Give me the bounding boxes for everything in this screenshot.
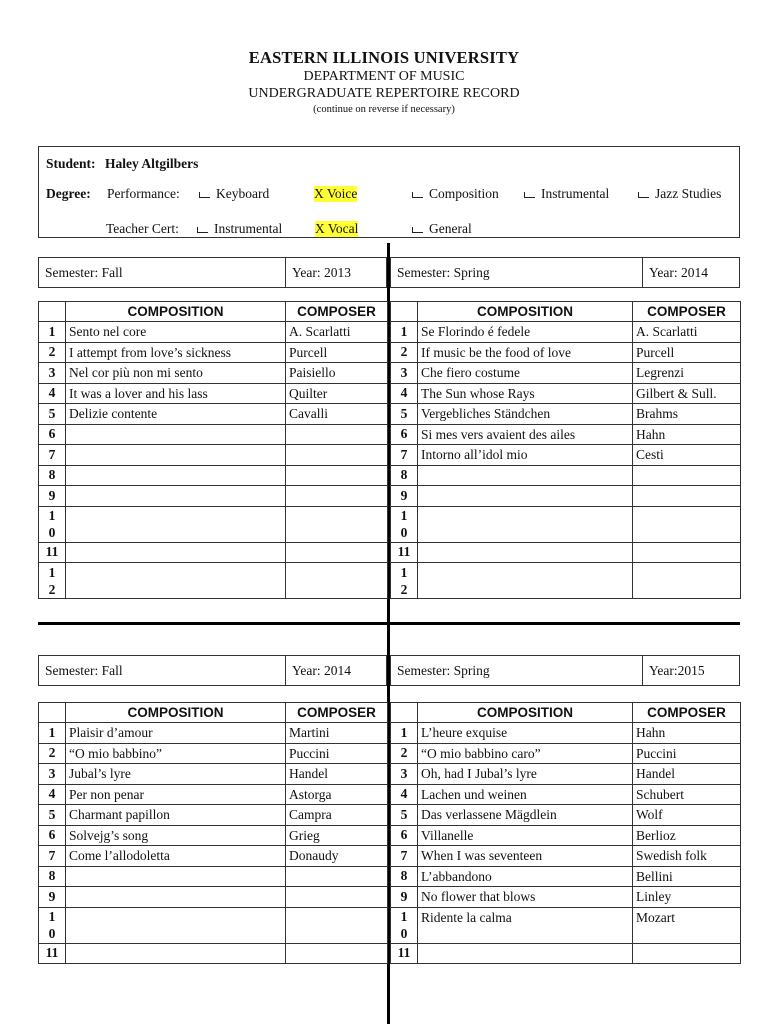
composition-cell [66,887,286,908]
composer-cell: Paisiello [286,363,388,384]
table-row [391,383,741,404]
composer-cell [286,486,388,507]
option-tc-vocal[interactable]: X Vocal [315,221,359,236]
row-number-cell [39,846,66,867]
composition-header: COMPOSITION [418,302,633,322]
composer-cell: Cesti [633,445,741,466]
composition-cell: Lachen und weinen [418,784,633,805]
composer-cell [286,542,388,563]
composition-cell: If music be the food of love [418,342,633,363]
composition-cell: Per non penar [66,784,286,805]
composer-cell: Grieg [286,825,388,846]
semester-bar-fall-2014 [38,655,387,686]
composition-cell: I attempt from love’s sickness [66,342,286,363]
row-number: 11 [45,544,59,560]
row-number-cont: 0 [48,525,56,540]
table-row [39,424,388,445]
option-instrumental[interactable] [524,186,609,202]
table-row [391,825,741,846]
composition-cell: L’heure exquise [418,723,633,744]
table-row [391,363,741,384]
composition-cell: Che fiero costume [418,363,633,384]
row-number: 9 [48,487,56,503]
composition-cell: “O mio babbino” [66,743,286,764]
row-number: 1 [400,323,408,339]
row-number-cell [39,542,66,563]
table-row [39,743,388,764]
composer-cell: Mozart [633,907,741,943]
table-row [39,887,388,908]
row-number-cell [391,723,418,744]
row-number: 1 [48,323,56,339]
composer-cell: Puccini [633,743,741,764]
table-row [39,542,388,563]
composer-cell: Quilter [286,383,388,404]
composition-cell [66,563,286,599]
row-number-cell [391,342,418,363]
row-number-cell [391,486,418,507]
composition-cell: No flower that blows [418,887,633,908]
year-label: Year: 2014 [292,663,352,678]
option-voice[interactable]: X Voice [314,186,358,201]
composition-cell: Nel cor più non mi sento [66,363,286,384]
composition-cell: Solvejg’s song [66,825,286,846]
table-row [39,846,388,867]
degree-label: Degree: [46,186,91,201]
composition-cell: Si mes vers avaient des ailes [418,424,633,445]
row-number: 8 [48,467,56,483]
row-number-cell [39,424,66,445]
composer-cell: Campra [286,805,388,826]
table-row [39,465,388,486]
composition-cell: Plaisir d’amour [66,723,286,744]
composer-cell: Gilbert & Sull. [633,383,741,404]
table-row [39,907,388,943]
table-row [391,866,741,887]
table-header-row [39,302,388,322]
composer-cell [633,563,741,599]
row-number-cell [39,743,66,764]
table-row [39,943,388,964]
row-number: 7 [48,446,56,462]
row-number: 5 [400,806,408,822]
row-number: 9 [400,888,408,904]
composer-cell [633,943,741,964]
table-row [39,805,388,826]
composition-cell: Come l’allodoletta [66,846,286,867]
row-number: 8 [48,868,56,884]
composition-cell: L’abbandono [418,866,633,887]
composer-cell: Hahn [633,424,741,445]
table-row [391,784,741,805]
composition-cell: Vergebliches Ständchen [418,404,633,425]
row-number: 1 [48,909,56,924]
table-row [391,723,741,744]
row-number: 9 [400,487,408,503]
row-number-cont: 0 [400,926,408,941]
composition-cell [66,465,286,486]
table-row [391,563,741,599]
option-tc-instrumental[interactable] [197,221,282,237]
composition-header: COMPOSITION [66,302,286,322]
row-number-cell [391,542,418,563]
row-number: 1 [48,724,56,740]
row-number: 1 [48,564,56,580]
composition-cell: When I was seventeen [418,846,633,867]
row-number: 1 [400,564,408,580]
table-row [39,486,388,507]
row-number-cell [39,465,66,486]
repertoire-table-spring-2014 [390,301,741,599]
semester-label: Semester: Fall [45,265,123,280]
teacher-cert-label: Teacher Cert: [106,221,179,236]
semester-bar-spring-2015 [390,655,740,686]
table-row [391,342,741,363]
row-number: 4 [48,786,56,802]
composer-cell [286,866,388,887]
composition-cell: Oh, had I Jubal’s lyre [418,764,633,785]
composer-cell: Schubert [633,784,741,805]
row-number: 3 [400,765,408,781]
row-number-cell [391,563,418,599]
student-label: Student: [46,156,96,171]
table-row [391,743,741,764]
row-number: 6 [48,827,56,843]
composition-cell: “O mio babbino caro” [418,743,633,764]
composer-cell: A. Scarlatti [286,322,388,343]
composer-cell: Martini [286,723,388,744]
table-row [391,805,741,826]
checkbox-icon [199,192,210,198]
table-row [391,764,741,785]
composer-cell: Cavalli [286,404,388,425]
row-number-cell [391,907,418,943]
table-row [391,322,741,343]
row-number-cell [391,887,418,908]
composer-cell [286,445,388,466]
semester-label: Semester: Fall [45,663,123,678]
composer-cell [286,887,388,908]
row-number: 7 [400,446,408,462]
row-number-cell [39,342,66,363]
composition-cell [66,486,286,507]
row-number: 9 [48,888,56,904]
table-row [39,506,388,542]
row-number-cont: 2 [48,581,56,597]
row-number-cell [39,825,66,846]
table-header-row [39,703,388,723]
composition-cell [66,542,286,563]
table-row [391,907,741,943]
composer-cell [286,943,388,964]
row-number: 11 [397,945,411,961]
table-row [39,322,388,343]
row-number: 1 [400,508,408,523]
composition-cell: Sento nel core [66,322,286,343]
option-tc-instrumental-label: Instrumental [214,221,283,236]
semester-label: Semester: Spring [397,265,490,280]
composition-cell [418,506,633,542]
row-number: 5 [400,405,408,421]
row-number-cell [39,486,66,507]
checkbox-icon [412,227,423,233]
row-number-cell [39,764,66,785]
composer-header: COMPOSER [633,703,741,723]
department-title: DEPARTMENT OF MUSIC [303,69,465,84]
composer-cell: Puccini [286,743,388,764]
row-number: 6 [400,426,408,442]
semester-bar-fall-2013 [38,257,387,288]
composition-cell [418,486,633,507]
row-number-cell [39,322,66,343]
row-number-cell [39,506,66,542]
composer-cell: Swedish folk [633,846,741,867]
row-number: 1 [400,724,408,740]
table-row [391,424,741,445]
row-number-cell [39,445,66,466]
university-title: EASTERN ILLINOIS UNIVERSITY [248,48,520,67]
composition-cell [418,563,633,599]
composition-cell: The Sun whose Rays [418,383,633,404]
row-number: 2 [48,344,56,360]
table-row [391,506,741,542]
row-number-cell [39,943,66,964]
composer-cell [633,506,741,542]
row-number: 5 [48,405,56,421]
composition-cell: Jubal’s lyre [66,764,286,785]
row-number-cell [391,404,418,425]
checkbox-icon [412,192,423,198]
row-number-cell [391,825,418,846]
composer-cell [633,486,741,507]
composition-cell [66,907,286,943]
num-header [39,703,66,723]
repertoire-table-spring-2015 [390,702,741,964]
table-row [39,445,388,466]
composition-cell [66,445,286,466]
table-header-row [391,302,741,322]
num-header [39,302,66,322]
composer-cell: Legrenzi [633,363,741,384]
composition-cell: Delizie contente [66,404,286,425]
row-number-cell [391,784,418,805]
option-composition-label: Composition [429,186,499,201]
row-number: 8 [400,467,408,483]
row-number-cell [39,887,66,908]
table-row [39,825,388,846]
row-number-cell [391,866,418,887]
checkbox-icon [638,192,649,198]
option-instrumental-label: Instrumental [541,186,610,201]
row-number-cell [39,907,66,943]
table-row [391,846,741,867]
row-number-cell [391,322,418,343]
composer-cell [633,542,741,563]
composer-header: COMPOSER [286,302,388,322]
composition-cell: Das verlassene Mägdlein [418,805,633,826]
row-number-cell [391,383,418,404]
student-info-box [38,146,740,238]
composer-cell: Astorga [286,784,388,805]
option-keyboard[interactable] [199,186,269,202]
table-row [391,445,741,466]
row-number: 6 [400,827,408,843]
row-number-cell [39,866,66,887]
performance-label: Performance: [107,186,180,201]
composer-cell: Purcell [286,342,388,363]
composer-cell [286,465,388,486]
option-keyboard-label: Keyboard [216,186,270,201]
semester-label: Semester: Spring [397,663,490,678]
composition-cell: Charmant papillon [66,805,286,826]
composer-cell: Brahms [633,404,741,425]
row-number-cell [39,805,66,826]
table-row [391,404,741,425]
composer-cell [286,506,388,542]
composer-cell: Donaudy [286,846,388,867]
table-row [39,784,388,805]
row-number-cell [39,784,66,805]
table-row [39,723,388,744]
row-number: 2 [400,344,408,360]
table-row [39,866,388,887]
row-number: 8 [400,868,408,884]
mid-page-divider [38,622,740,625]
row-number: 4 [400,786,408,802]
form-title: UNDERGRADUATE REPERTOIRE RECORD [248,86,520,101]
composer-cell [633,465,741,486]
composition-cell: Ridente la calma [418,907,633,943]
row-number-cell [391,846,418,867]
row-number-cont: 0 [48,926,56,941]
composition-cell [66,424,286,445]
table-row [39,383,388,404]
table-header-row [391,703,741,723]
checkbox-icon [197,227,208,233]
option-composition[interactable] [412,186,499,202]
row-number: 2 [48,745,56,761]
row-number: 3 [400,364,408,380]
composer-cell: Purcell [633,342,741,363]
table-row [391,465,741,486]
composition-header: COMPOSITION [418,703,633,723]
row-number-cont: 2 [400,581,408,597]
row-number-cell [39,383,66,404]
semester-bar-spring-2014 [390,257,740,288]
num-header [391,302,418,322]
num-header [391,703,418,723]
table-row [391,943,741,964]
row-number-cell [391,445,418,466]
form-note: (continue on reverse if necessary) [313,104,455,115]
year-label: Year:2015 [649,663,705,678]
row-number-cell [391,506,418,542]
checkbox-icon [524,192,535,198]
table-row [39,363,388,384]
composition-cell [418,542,633,563]
row-number-cell [391,943,418,964]
composition-cell [418,943,633,964]
composition-cell: It was a lover and his lass [66,383,286,404]
row-number: 7 [400,847,408,863]
table-row [39,563,388,599]
composer-cell: Handel [633,764,741,785]
year-label: Year: 2013 [292,265,352,280]
composer-cell: Wolf [633,805,741,826]
composition-cell [66,866,286,887]
option-jazz-studies-label: Jazz Studies [655,186,722,201]
row-number-cell [39,404,66,425]
option-tc-general-label: General [429,221,472,236]
composer-cell: Bellini [633,866,741,887]
composition-header: COMPOSITION [66,703,286,723]
composition-cell: Intorno all’idol mio [418,445,633,466]
composition-cell [66,943,286,964]
row-number: 3 [48,765,56,781]
option-tc-general[interactable] [412,221,472,237]
year-label: Year: 2014 [649,265,709,280]
row-number: 6 [48,426,56,442]
option-jazz-studies[interactable] [638,186,721,202]
row-number: 7 [48,847,56,863]
row-number: 11 [397,544,411,560]
composer-cell: Berlioz [633,825,741,846]
table-row [391,486,741,507]
row-number-cell [391,465,418,486]
row-number-cell [39,363,66,384]
row-number-cell [391,764,418,785]
row-number: 5 [48,806,56,822]
row-number: 1 [48,508,56,523]
row-number-cont: 0 [400,525,408,540]
repertoire-table-fall-2013 [38,301,388,599]
composer-cell: Hahn [633,723,741,744]
composer-cell [286,563,388,599]
table-row [39,764,388,785]
row-number: 1 [400,909,408,924]
composer-header: COMPOSER [633,302,741,322]
row-number: 3 [48,364,56,380]
composition-cell [66,506,286,542]
table-row [391,542,741,563]
row-number: 4 [400,385,408,401]
composition-cell [418,465,633,486]
composer-cell: Handel [286,764,388,785]
row-number-cell [391,424,418,445]
student-name: Haley Altgilbers [105,156,199,171]
row-number-cell [39,723,66,744]
table-row [39,404,388,425]
row-number-cell [391,743,418,764]
composer-cell: Linley [633,887,741,908]
repertoire-table-fall-2014 [38,702,388,964]
table-row [391,887,741,908]
row-number: 11 [45,945,59,961]
row-number-cell [391,363,418,384]
row-number: 2 [400,745,408,761]
composer-header: COMPOSER [286,703,388,723]
composer-cell [286,907,388,943]
composer-cell: A. Scarlatti [633,322,741,343]
composer-cell [286,424,388,445]
table-row [39,342,388,363]
row-number-cell [39,563,66,599]
composition-cell: Villanelle [418,825,633,846]
row-number-cell [391,805,418,826]
composition-cell: Se Florindo é fedele [418,322,633,343]
row-number: 4 [48,385,56,401]
